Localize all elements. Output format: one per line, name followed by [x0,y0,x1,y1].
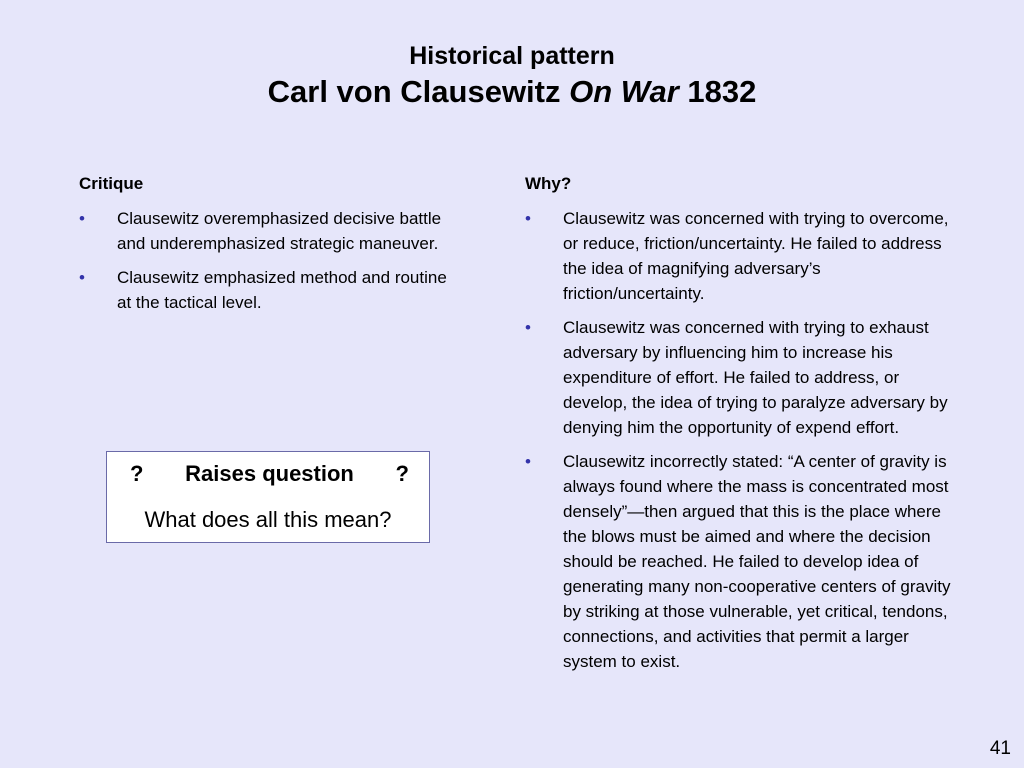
bullet-icon: • [525,452,531,471]
title-line-2-prefix: Carl von Clausewitz [267,74,570,109]
title-line-2-italic: On War [569,74,679,109]
bullet-text: Clausewitz incorrectly stated: “A center of gravity is always found where the mass is concentrated most densely”—then argued that this is the place where the blows must be aimed and where the decision should be reached. He failed to develop idea of generating many non-cooperative centers of gravity by striking at those vulnerable, yet critical, tendons, connections, and activities that permit a larger system to exist. [563,452,951,671]
question-header [107,460,429,488]
slide-title [0,40,1024,112]
list-item [525,449,965,674]
bullet-icon: • [525,209,531,228]
critique-heading: Critique [79,174,144,193]
critique-bullet-list [79,206,459,315]
bullet-text: Clausewitz was concerned with trying to exhaust adversary by influencing him to increase his expenditure of effort. He failed to address, or develop, the idea of trying to paralyze adversary by denying him the opportunity of expend effort. [563,318,948,437]
title-line-2-suffix: 1832 [678,74,757,109]
bullet-icon: • [79,209,85,228]
bullet-text: Clausewitz overemphasized decisive battle and underemphasized strategic maneuver. [117,209,442,253]
list-item [79,265,459,315]
bullet-text: Clausewitz emphasized method and routine at the tactical level. [117,268,447,312]
list-item [525,206,965,306]
why-bullet-list [525,206,965,674]
bullet-icon: • [525,318,531,337]
question-box [106,451,430,543]
critique-column [79,172,459,324]
bullet-icon: • [79,268,85,287]
page-number: 41 [989,738,1011,759]
question-label: Raises question [185,461,354,486]
question-mark-right-icon: ? [395,461,409,486]
title-line-2 [0,72,1024,112]
bullet-text: Clausewitz was concerned with trying to overcome, or reduce, friction/uncertainty. He failed to address the idea of magnifying adversary’s friction/uncertainty. [563,209,949,303]
question-subtext: What does all this mean? [144,507,392,532]
list-item [79,206,459,256]
why-heading: Why? [525,174,572,193]
list-item [525,315,965,440]
question-mark-left-icon: ? [130,461,144,486]
why-column [525,172,965,683]
title-line-1: Historical pattern [409,42,615,70]
